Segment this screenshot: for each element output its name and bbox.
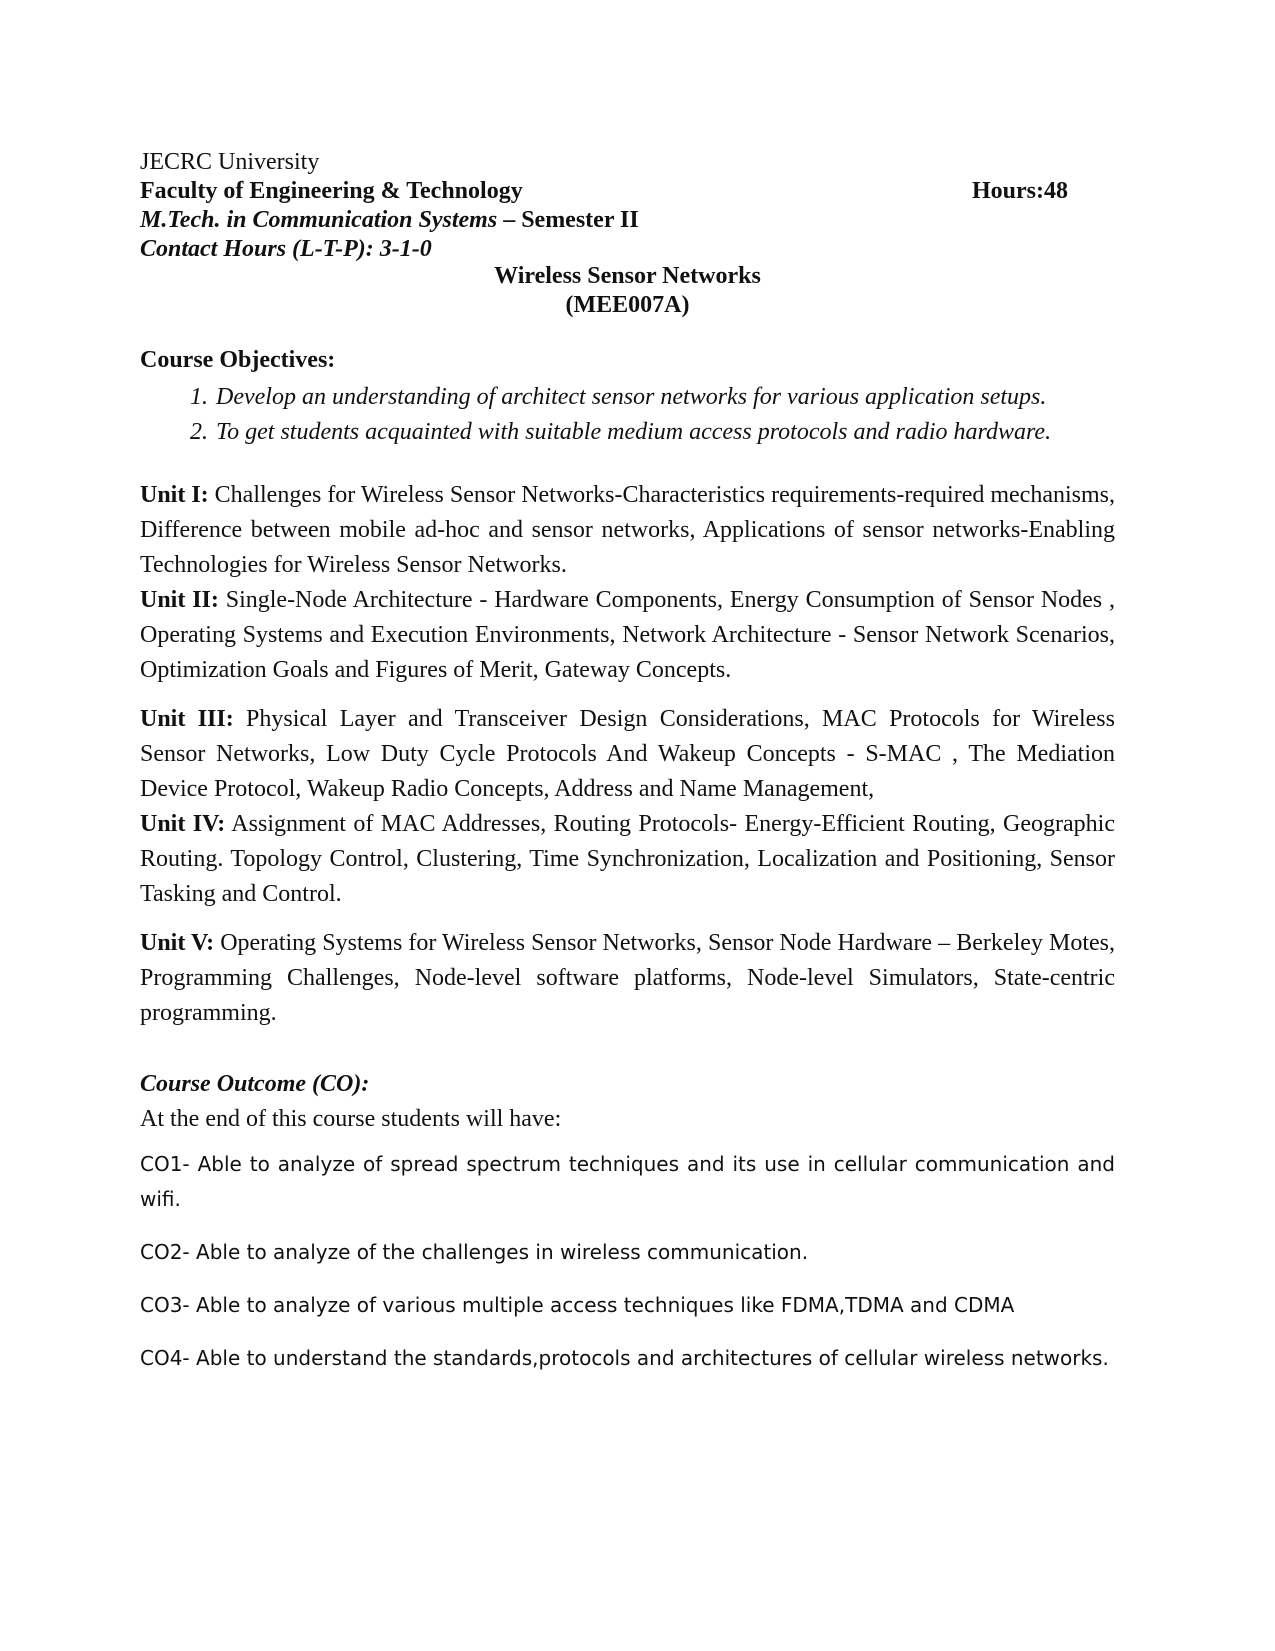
program-line — [140, 206, 1115, 235]
unit-4-label: Unit IV: — [140, 811, 226, 837]
unit-4 — [140, 807, 1115, 912]
course-hours: Hours:48 — [972, 178, 1068, 204]
contact-hours: Contact Hours (L-T-P): 3-1-0 — [140, 236, 432, 262]
program-name: M.Tech. in Communication Systems — [140, 207, 498, 233]
university-name: JECRC University — [140, 149, 320, 175]
objectives-heading: Course Objectives: — [140, 347, 336, 373]
course-title-block — [140, 262, 1115, 320]
objective-item: 1. Develop an understanding of architect sensor networks for various application setups. — [214, 380, 1115, 415]
outcomes-intro: At the end of this course students will have: — [140, 1106, 562, 1132]
unit-2-text: Single-Node Architecture - Hardware Components, Energy Consumption of Sensor Nodes , Operating Systems and Execution Environments, Network Architecture - Sensor Network Scenarios, Optimization Goals and Figures of Merit, Gateway Concepts. — [140, 587, 1115, 683]
unit-1 — [140, 478, 1115, 583]
unit-3-text: Physical Layer and Transceiver Design Considerations, MAC Protocols for Wireless Sensor Networks, Low Duty Cycle Protocols And Wakeup Concepts - S-MAC , The Mediation Device Protocol, Wakeup Radio Concepts, Address and Name Management, — [140, 706, 1115, 802]
unit-3-label: Unit III: — [140, 706, 234, 732]
unit-1-label: Unit I: — [140, 482, 209, 508]
outcome-item-co4: CO4- Able to understand the standards,protocols and architectures of cellular wireless networks. — [140, 1346, 1109, 1370]
faculty-row — [140, 177, 1068, 206]
outcome-item-co1: CO1- Able to analyze of spread spectrum techniques and its use in cellular communication and wifi. — [140, 1152, 1115, 1211]
unit-4-text: Assignment of MAC Addresses, Routing Protocols- Energy-Efficient Routing, Geographic Routing. Topology Control, Clustering, Time Synchronization, Localization and Positioning, Sensor Tasking and Control. — [140, 811, 1115, 907]
syllabus-page — [140, 148, 1115, 1376]
outcomes-heading: Course Outcome (CO): — [140, 1071, 370, 1097]
unit-5-text: Operating Systems for Wireless Sensor Networks, Sensor Node Hardware – Berkeley Motes, Programming Challenges, Node-level software platforms, Node-level Simulators, State-centric programming. — [140, 930, 1115, 1026]
objective-item: 2. To get students acquainted with suitable medium access protocols and radio hardware. — [214, 415, 1115, 450]
course-code: (MEE007A) — [565, 292, 690, 318]
unit-2 — [140, 583, 1115, 688]
semester-label: – Semester II — [497, 207, 639, 233]
unit-5-label: Unit V: — [140, 930, 215, 956]
unit-5 — [140, 926, 1115, 1031]
outcome-item-co2: CO2- Able to analyze of the challenges in wireless communication. — [140, 1240, 809, 1264]
objectives-list — [140, 380, 1115, 450]
unit-3 — [140, 702, 1115, 807]
unit-2-label: Unit II: — [140, 587, 219, 613]
unit-1-text: Challenges for Wireless Sensor Networks-Characteristics requirements-required mechanisms, Difference between mobile ad-hoc and sensor networks, Applications of sensor networks-Enabling Technologies for Wireless Sensor Networks. — [140, 482, 1115, 578]
outcome-item-co3: CO3- Able to analyze of various multiple access techniques like FDMA,TDMA and CDMA — [140, 1293, 1015, 1317]
faculty-name: Faculty of Engineering & Technology — [140, 178, 523, 204]
course-title: Wireless Sensor Networks — [494, 263, 761, 289]
